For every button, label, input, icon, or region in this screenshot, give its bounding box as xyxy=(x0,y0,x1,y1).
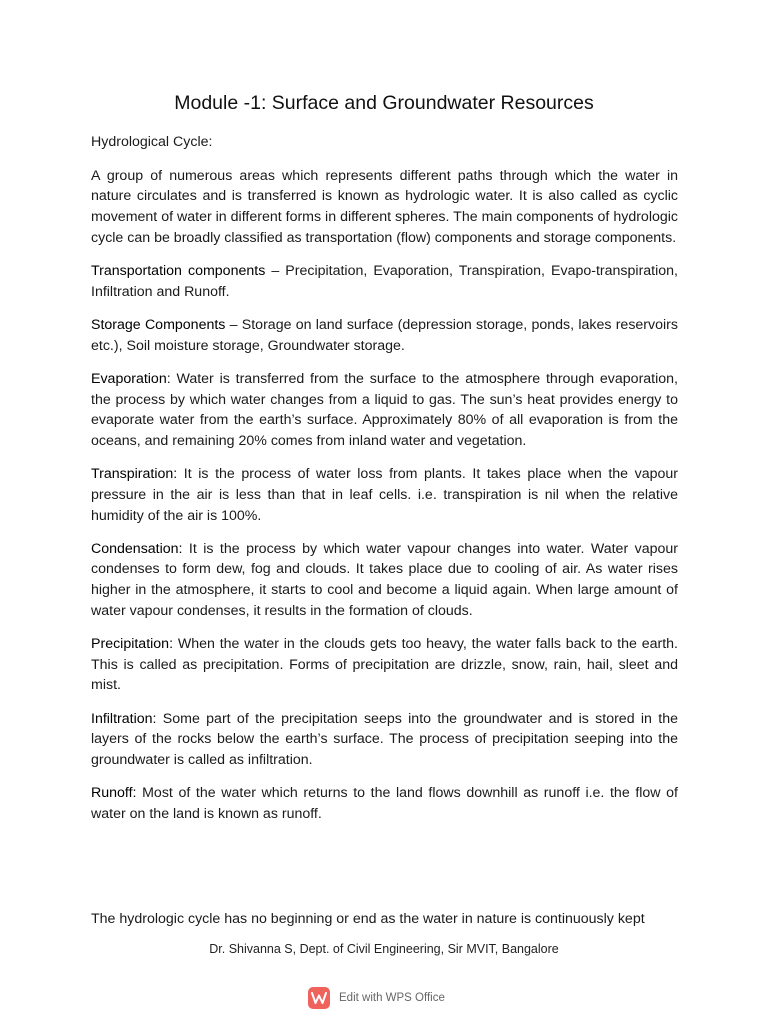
section-heading: Hydrological Cycle: xyxy=(91,134,213,150)
paragraph-text: It is the process of water loss from plants. It takes place when the vapour pressure in the air is less than that in leaf cells. i.e. transpiration is nil when the relative humidity of the air is 100%. xyxy=(91,466,678,524)
wps-logo-icon xyxy=(308,987,330,1009)
paragraph-text: : Water is transferred from the surface to the atmosphere through evaporation, the process by which water changes from a liquid to gas. The sun’s heat provides energy to evaporate water from the earth’s surface. Approximately 80% of all evaporation is from the oceans, and remaining 20% comes from inland water and vegetation. xyxy=(91,370,678,449)
paragraph-condensation xyxy=(91,539,678,622)
paragraph-evaporation xyxy=(91,369,678,452)
paragraph-storage-components xyxy=(91,315,678,356)
term-runoff: Runoff: xyxy=(91,785,137,802)
paragraph-text: When the water in the clouds gets too heavy, the water falls back to the earth. This is called as precipitation. Forms of precipitation are drizzle, snow, rain, hail, sleet and mist. xyxy=(91,636,678,694)
paragraph-transportation-components xyxy=(91,261,678,302)
paragraph-infiltration xyxy=(91,709,678,771)
paragraph-precipitation xyxy=(91,634,678,696)
term-evaporation: Evaporation xyxy=(91,370,167,387)
paragraph-text: – Storage on land surface (depression storage, ponds, lakes reservoirs etc.), Soil moisture storage, Groundwater storage. xyxy=(91,316,678,354)
wps-badge-label: Edit with WPS Office xyxy=(339,992,445,1004)
term-storage-components: Storage Components xyxy=(91,316,226,333)
term-transportation-components: Transportation components xyxy=(91,263,266,280)
paragraph-text: Some part of the precipitation seeps into the groundwater and is stored in the layers of the rocks below the earth’s surface. The process of precipitation seeping into the groundwater is called as infiltration. xyxy=(91,710,678,769)
edit-with-wps-button[interactable] xyxy=(308,986,445,1010)
term-transpiration: Transpiration: xyxy=(91,466,178,483)
paragraph-runoff xyxy=(91,783,678,824)
paragraph-transpiration xyxy=(91,464,678,526)
term-precipitation: Precipitation: xyxy=(91,636,174,653)
page-footer: Dr. Shivanna S, Dept. of Civil Engineering, Sir MVIT, Bangalore xyxy=(209,942,559,956)
wps-w-glyph-icon xyxy=(311,992,327,1004)
paragraph-text: Most of the water which returns to the land flows downhill as runoff i.e. the flow of water on the land is known as runoff. xyxy=(91,785,678,822)
closing-sentence: The hydrologic cycle has no beginning or end as the water in nature is continuously kept xyxy=(91,911,645,927)
document-body xyxy=(91,132,678,837)
term-condensation: Condensation: xyxy=(91,540,183,557)
paragraph-text: It is the process by which water vapour changes into water. Water vapour condenses to form dew, fog and clouds. It takes place due to cooling of air. As water rises higher in the atmosphere, it starts to cool and become a liquid again. When large amount of water vapour condenses, it results in the formation of clouds. xyxy=(91,540,678,619)
term-infiltration: Infiltration: xyxy=(91,710,157,727)
paragraph-text: – Precipitation, Evaporation, Transpiration, Evapo-transpiration, Infiltration and Runoff. xyxy=(91,263,679,300)
page-title: Module -1: Surface and Groundwater Resources xyxy=(174,92,594,114)
intro-paragraph: A group of numerous areas which represents different paths through which the water in nature circulates and is transferred is known as hydrologic water. It is also called as cyclic movement of water in different forms in different spheres. The main components of hydrologic cycle can be broadly classified as transportation (flow) components and storage components. xyxy=(91,167,678,246)
